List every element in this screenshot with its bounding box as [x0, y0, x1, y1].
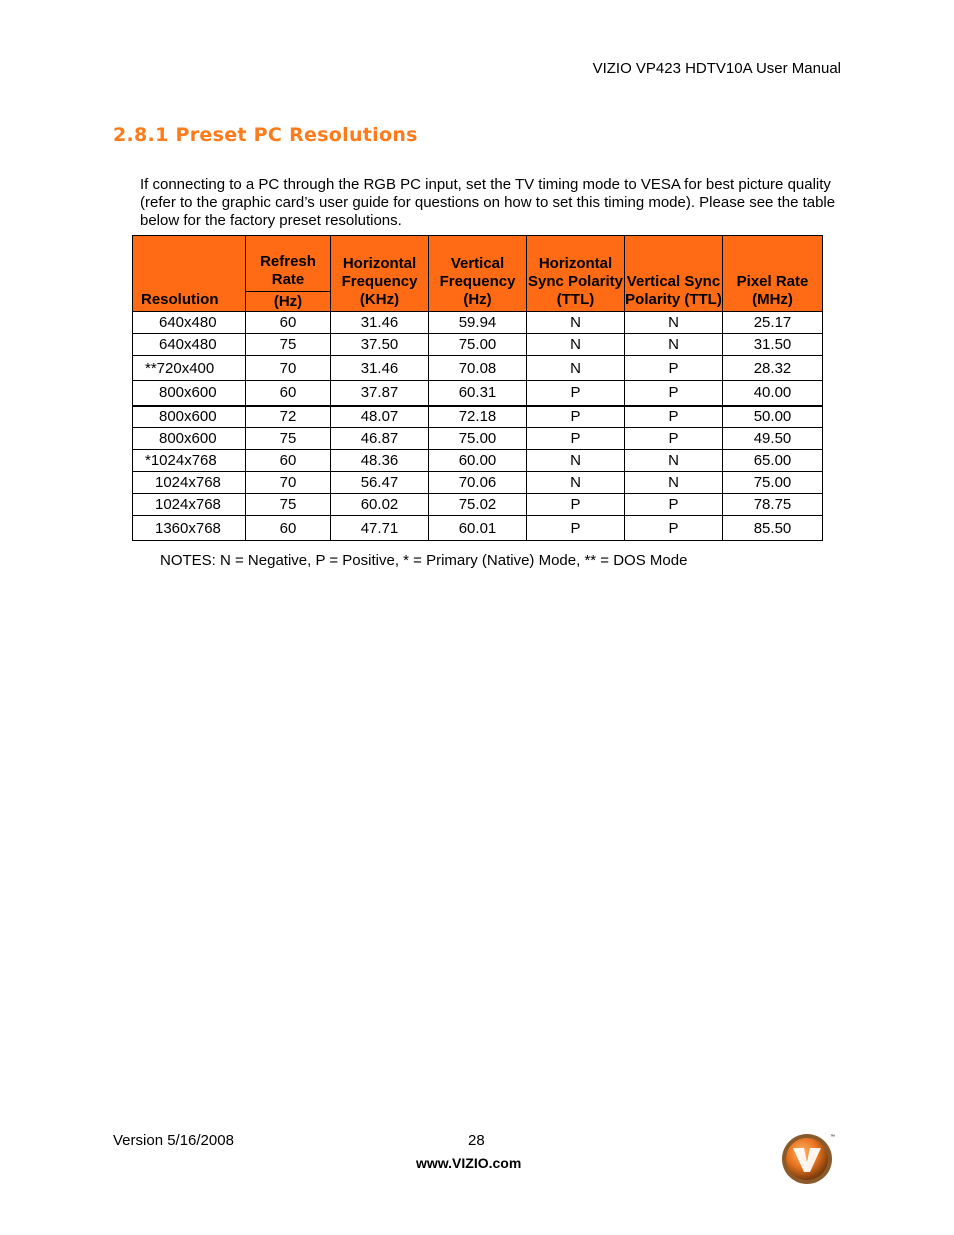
- cell-pixel-rate: 78.75: [723, 494, 823, 516]
- table-row: [133, 450, 823, 472]
- cell-resolution: 640x480: [133, 334, 246, 356]
- cell-resolution: 800x600: [133, 428, 246, 450]
- table-notes: NOTES: N = Negative, P = Positive, * = Primary (Native) Mode, ** = DOS Mode: [160, 552, 688, 569]
- cell-horizontal-sync: N: [527, 312, 625, 334]
- cell-vertical-sync: P: [625, 356, 723, 381]
- cell-vertical-sync: P: [625, 381, 723, 406]
- cell-horizontal-sync: P: [527, 406, 625, 428]
- cell-resolution: *1024x768: [133, 450, 246, 472]
- table-row: [133, 381, 823, 406]
- footer-version: Version 5/16/2008: [113, 1132, 234, 1149]
- cell-vertical-sync: P: [625, 494, 723, 516]
- cell-refresh-rate: 60: [246, 516, 331, 541]
- header-vertical-sync-polarity: Vertical Sync Polarity (TTL): [625, 236, 723, 312]
- header-refresh-rate: Refresh Rate: [246, 236, 331, 292]
- cell-resolution: **720x400: [133, 356, 246, 381]
- cell-refresh-rate: 70: [246, 356, 331, 381]
- cell-resolution: 640x480: [133, 312, 246, 334]
- cell-refresh-rate: 70: [246, 472, 331, 494]
- intro-paragraph: If connecting to a PC through the RGB PC input, set the TV timing mode to VESA for best picture quality (refer to the graphic card’s user guide for questions on how to set this timing mode). Please see the table below for the factory preset resolutions.: [140, 176, 836, 229]
- cell-pixel-rate: 40.00: [723, 381, 823, 406]
- cell-refresh-rate: 60: [246, 312, 331, 334]
- cell-horizontal-frequency: 37.87: [331, 381, 429, 406]
- cell-refresh-rate: 60: [246, 450, 331, 472]
- table-row: [133, 356, 823, 381]
- table-row: [133, 516, 823, 541]
- cell-vertical-sync: N: [625, 472, 723, 494]
- cell-vertical-sync: N: [625, 312, 723, 334]
- cell-horizontal-sync: P: [527, 516, 625, 541]
- cell-horizontal-sync: N: [527, 334, 625, 356]
- header-pixel-rate: Pixel Rate (MHz): [723, 236, 823, 312]
- cell-resolution: 1360x768: [133, 516, 246, 541]
- cell-resolution: 1024x768: [133, 494, 246, 516]
- header-vertical-frequency: Vertical Frequency (Hz): [429, 236, 527, 312]
- cell-pixel-rate: 85.50: [723, 516, 823, 541]
- cell-vertical-frequency: 75.00: [429, 334, 527, 356]
- header-horizontal-sync-polarity: Horizontal Sync Polarity (TTL): [527, 236, 625, 312]
- header-resolution: Resolution: [133, 236, 246, 312]
- cell-refresh-rate: 72: [246, 406, 331, 428]
- cell-pixel-rate: 31.50: [723, 334, 823, 356]
- cell-horizontal-sync: P: [527, 494, 625, 516]
- cell-pixel-rate: 49.50: [723, 428, 823, 450]
- cell-refresh-rate: 75: [246, 428, 331, 450]
- page-number: 28: [468, 1132, 485, 1149]
- cell-vertical-frequency: 60.00: [429, 450, 527, 472]
- cell-vertical-frequency: 60.31: [429, 381, 527, 406]
- cell-resolution: 800x600: [133, 406, 246, 428]
- cell-vertical-frequency: 75.02: [429, 494, 527, 516]
- table-row: [133, 406, 823, 428]
- cell-pixel-rate: 75.00: [723, 472, 823, 494]
- cell-vertical-frequency: 72.18: [429, 406, 527, 428]
- table-body: [133, 312, 823, 541]
- cell-horizontal-sync: N: [527, 356, 625, 381]
- cell-horizontal-frequency: 37.50: [331, 334, 429, 356]
- section-heading: 2.8.1 Preset PC Resolutions: [113, 124, 418, 146]
- cell-vertical-frequency: 60.01: [429, 516, 527, 541]
- cell-horizontal-sync: P: [527, 381, 625, 406]
- cell-resolution: 800x600: [133, 381, 246, 406]
- cell-horizontal-frequency: 31.46: [331, 356, 429, 381]
- cell-horizontal-frequency: 48.07: [331, 406, 429, 428]
- cell-horizontal-sync: N: [527, 472, 625, 494]
- cell-horizontal-frequency: 56.47: [331, 472, 429, 494]
- preset-resolutions-table: [132, 235, 823, 541]
- cell-vertical-sync: P: [625, 516, 723, 541]
- header-refresh-unit: (Hz): [246, 292, 331, 312]
- table-row: [133, 494, 823, 516]
- cell-refresh-rate: 60: [246, 381, 331, 406]
- vizio-v-logo-icon: [780, 1130, 836, 1186]
- cell-vertical-frequency: 70.08: [429, 356, 527, 381]
- cell-pixel-rate: 65.00: [723, 450, 823, 472]
- cell-vertical-sync: N: [625, 450, 723, 472]
- cell-horizontal-sync: P: [527, 428, 625, 450]
- document-header-title: VIZIO VP423 HDTV10A User Manual: [592, 60, 841, 77]
- cell-horizontal-frequency: 47.71: [331, 516, 429, 541]
- cell-vertical-frequency: 59.94: [429, 312, 527, 334]
- cell-vertical-frequency: 75.00: [429, 428, 527, 450]
- table-row: [133, 472, 823, 494]
- cell-refresh-rate: 75: [246, 494, 331, 516]
- cell-vertical-sync: P: [625, 406, 723, 428]
- table-row: [133, 312, 823, 334]
- cell-refresh-rate: 75: [246, 334, 331, 356]
- cell-pixel-rate: 28.32: [723, 356, 823, 381]
- cell-horizontal-frequency: 48.36: [331, 450, 429, 472]
- cell-vertical-sync: P: [625, 428, 723, 450]
- cell-horizontal-frequency: 60.02: [331, 494, 429, 516]
- cell-resolution: 1024x768: [133, 472, 246, 494]
- cell-vertical-sync: N: [625, 334, 723, 356]
- cell-horizontal-frequency: 46.87: [331, 428, 429, 450]
- table-row: [133, 334, 823, 356]
- footer-url: www.VIZIO.com: [416, 1155, 522, 1171]
- svg-text:™: ™: [830, 1134, 835, 1140]
- cell-horizontal-frequency: 31.46: [331, 312, 429, 334]
- header-horizontal-frequency: Horizontal Frequency (KHz): [331, 236, 429, 312]
- cell-pixel-rate: 50.00: [723, 406, 823, 428]
- table-row: [133, 428, 823, 450]
- cell-pixel-rate: 25.17: [723, 312, 823, 334]
- cell-horizontal-sync: N: [527, 450, 625, 472]
- cell-vertical-frequency: 70.06: [429, 472, 527, 494]
